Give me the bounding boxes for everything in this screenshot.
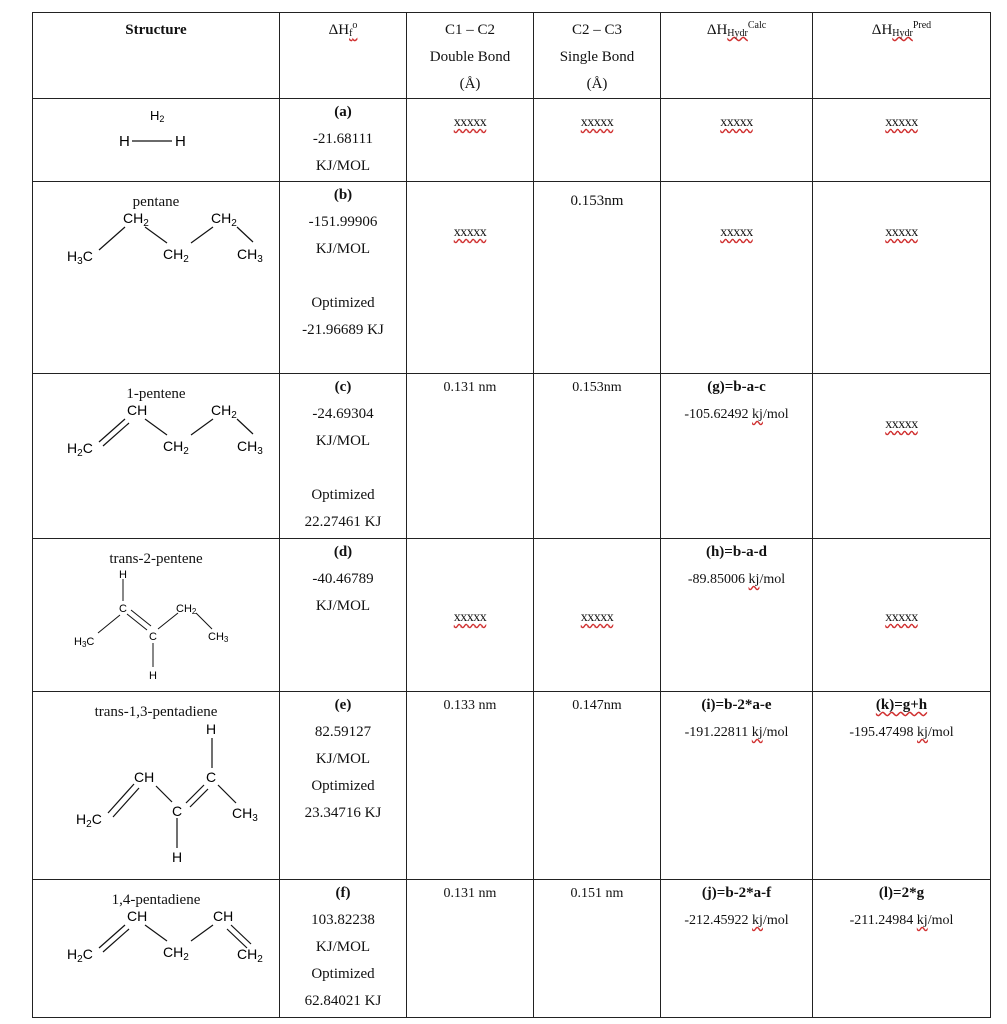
svg-text:CH2: $CH_2$ <box>123 210 149 229</box>
svg-text:CH: CH <box>127 908 148 924</box>
table-row <box>33 182 991 374</box>
pred-cell-e: (k)=g+h -195.47498 kj/mol <box>813 692 991 880</box>
svg-text:H3C: H3C <box>74 636 95 649</box>
svg-text:CH: CH <box>213 908 234 924</box>
c1c2-cell-c: 0.131 nm <box>407 374 534 539</box>
dh-cell-a: (a) -21.68111 KJ/MOL <box>280 99 407 182</box>
structure-cell-1-4-pentadiene <box>33 880 280 1018</box>
dh-cell-e: (e) 82.59127 KJ/MOL Optimized 23.34716 KJ <box>280 692 407 880</box>
table-row <box>33 880 991 1018</box>
c2c3-cell-c: 0.153nm <box>534 374 661 539</box>
table-row <box>33 99 991 182</box>
c2c3-cell-e: 0.147nm <box>534 692 661 880</box>
calc-cell-e: (i)=b-2*a-e -191.22811 kj/mol <box>661 692 813 880</box>
c2c3-cell-a: xxxxx <box>534 99 661 182</box>
c1c2-cell-e: 0.133 nm <box>407 692 534 880</box>
svg-text:CH2: $CH_2$ <box>237 946 263 965</box>
trans-2-pentene-structure-diagram <box>56 567 256 691</box>
structure-cell-h2 <box>33 99 280 182</box>
calc-cell-c: (g)=b-a-c -105.62492 kj/mol <box>661 374 813 539</box>
c2c3-cell-b: 0.153nm <box>534 182 661 374</box>
svg-text:CH2: $CH_2$ <box>163 438 189 457</box>
svg-text:C: C <box>149 631 157 643</box>
dh-cell-f: (f) 103.82238 KJ/MOL Optimized 62.84021 KJ <box>280 880 407 1018</box>
header-dh-formation <box>280 13 407 99</box>
header-c2c3: C2 – C3 Single Bond (Å) <box>534 13 661 99</box>
header-dh-symbol: ΔH <box>328 22 350 38</box>
c1c2-cell-a: xxxxx <box>407 99 534 182</box>
molecule-name: trans-1,3-pentadiene <box>94 704 218 720</box>
svg-text:CH3: CH3 <box>208 631 229 644</box>
c1c2-cell-f: 0.131 nm <box>407 880 534 1018</box>
dh-cell-d: (d) -40.46789 KJ/MOL <box>280 539 407 692</box>
c1c2-cell-b: xxxxx <box>407 182 534 374</box>
svg-text:CH2: $CH_2$ <box>211 210 237 229</box>
svg-text:H3C: $H_3C$ <box>67 248 93 267</box>
calc-cell-f: (j)=b-2*a-f -212.45922 kj/mol <box>661 880 813 1018</box>
svg-text:CH2: CH2 <box>176 603 197 616</box>
svg-text:C: C <box>206 769 217 785</box>
svg-text:H2C: $H_2C$ <box>76 811 102 830</box>
calc-cell-b: xxxxx <box>661 182 813 374</box>
c1c2-cell-d: xxxxx <box>407 539 534 692</box>
svg-text:H: H <box>175 133 186 150</box>
svg-text:H: H <box>172 849 183 865</box>
svg-text:CH3: $CH_3$ <box>237 246 263 265</box>
svg-text:C: C <box>172 803 183 819</box>
header-dh-sup: o <box>352 20 358 31</box>
thermochemistry-table <box>32 12 991 1018</box>
svg-text:CH: CH <box>134 769 155 785</box>
svg-text:CH3: $CH_3$ <box>232 805 258 824</box>
structure-cell-trans-2-pentene <box>33 539 280 692</box>
c2c3-cell-f: 0.151 nm <box>534 880 661 1018</box>
calc-cell-d: (h)=b-a-d -89.85006 kj/mol <box>661 539 813 692</box>
svg-text:H: H <box>119 569 127 581</box>
structure-cell-trans-1-3-pentadiene <box>33 692 280 880</box>
pred-cell-f: (l)=2*g -211.24984 kj/mol <box>813 880 991 1018</box>
molecule-name: trans-2-pentene <box>109 551 203 567</box>
svg-text:CH2: $CH_2$ <box>211 402 237 421</box>
pred-cell-c: xxxxx <box>813 374 991 539</box>
calc-cell-a: xxxxx <box>661 99 813 182</box>
header-dh-sub: f <box>349 28 353 39</box>
molecule-name: 1,4-pentadiene <box>111 892 201 908</box>
table-row <box>33 539 991 692</box>
dh-cell-c: (c) -24.69304 KJ/MOL Optimized 22.27461 KJ <box>280 374 407 539</box>
pred-cell-d: xxxxx <box>813 539 991 692</box>
molecule-name: 1-pentene <box>126 386 186 402</box>
molecule-name: pentane <box>132 194 180 210</box>
svg-text:CH2: $CH_2$ <box>163 944 189 963</box>
header-c1c2: C1 – C2 Double Bond (Å) <box>407 13 534 99</box>
pred-cell-b: xxxxx <box>813 182 991 374</box>
pentane-structure-diagram <box>41 210 271 270</box>
1-pentene-structure-diagram <box>41 402 271 462</box>
structure-cell-1-pentene <box>33 374 280 539</box>
header-dh-hydr-calc: ΔHHydr$^{Calc}$ <box>661 13 813 99</box>
svg-text:H: H <box>149 670 157 682</box>
svg-text:H2C: $H_2C$ <box>67 946 93 965</box>
structure-cell-pentane <box>33 182 280 374</box>
pred-cell-a: xxxxx <box>813 99 991 182</box>
header-dh-hydr-pred: ΔHHydr$^{Pred}$ <box>813 13 991 99</box>
header-row <box>33 13 991 99</box>
svg-text:H2: H2 <box>150 108 165 124</box>
svg-text:H2C: $H_2C$ <box>67 440 93 459</box>
svg-text:H: H <box>119 133 130 150</box>
svg-text:C: C <box>119 603 127 615</box>
svg-text:H: H <box>206 721 217 737</box>
svg-text:CH: CH <box>127 402 148 418</box>
c2c3-cell-d: xxxxx <box>534 539 661 692</box>
header-structure: Structure <box>33 13 280 99</box>
svg-text:CH2: $CH_2$ <box>163 246 189 265</box>
trans-1-3-pentadiene-structure-diagram <box>46 720 266 870</box>
svg-text:CH3: $CH_3$ <box>237 438 263 457</box>
table-row <box>33 692 991 880</box>
dh-cell-b: (b) -151.99906 KJ/MOL Optimized -21.96689 KJ <box>280 182 407 374</box>
h2-structure-diagram <box>96 99 216 159</box>
1-4-pentadiene-structure-diagram <box>41 908 271 968</box>
table-row <box>33 374 991 539</box>
